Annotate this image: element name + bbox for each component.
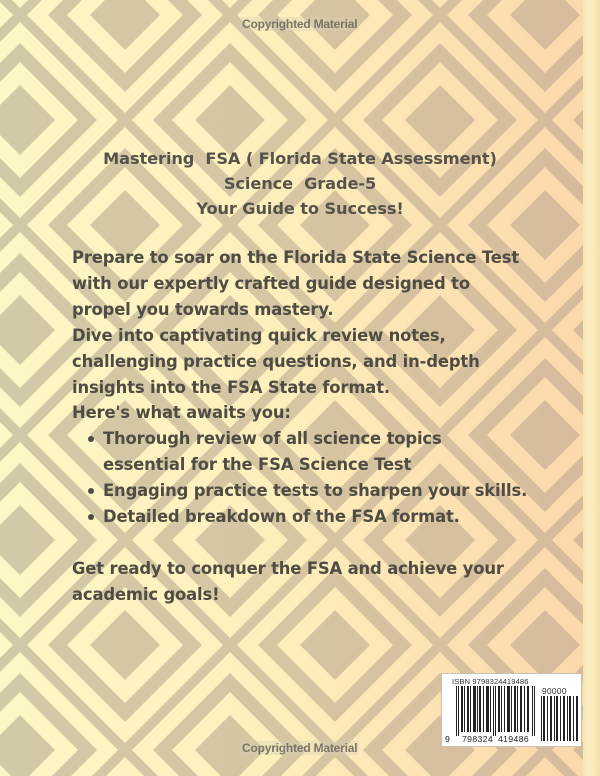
intro-line: propel you towards mastery. <box>72 299 334 319</box>
feature-list-item <box>72 478 572 504</box>
price-code: 90000 <box>542 686 567 696</box>
barcode-bars-icon <box>456 686 536 736</box>
feature-list-item <box>72 426 572 478</box>
intro-line: Dive into captivating quick review notes, <box>72 325 446 345</box>
bullet-icon <box>88 488 94 494</box>
feature-text: essential for the FSA Science Test <box>103 455 412 475</box>
feature-text: Thorough review of all science topics <box>103 429 442 449</box>
paragraph-spacer <box>72 530 572 556</box>
book-title <box>0 146 600 221</box>
barcode-digit-first: 9 <box>445 734 451 744</box>
copyright-watermark-bottom: Copyrighted Material <box>242 741 358 755</box>
feature-list <box>72 426 572 530</box>
book-description <box>72 245 572 608</box>
title-line-2: Science Grade-5 <box>223 174 377 193</box>
title-line-3: Your Guide to Success! <box>196 199 404 218</box>
feature-list-item <box>72 504 572 530</box>
title-line-1: Mastering FSA ( Florida State Assessment) <box>103 149 497 168</box>
barcode-digits-left: 798324 <box>462 734 494 744</box>
price-barcode-icon <box>541 696 579 741</box>
bullet-icon <box>88 436 94 442</box>
isbn-barcode <box>441 673 582 747</box>
feature-text: Engaging practice tests to sharpen your skills. <box>103 481 528 501</box>
intro-line: with our expertly crafted guide designed to <box>72 273 470 293</box>
intro-line: Here's what awaits you: <box>72 403 291 423</box>
closing-line: Get ready to conquer the FSA and achieve your <box>72 558 504 578</box>
barcode-digits-right: 419486 <box>498 734 530 744</box>
copyright-watermark-top: Copyrighted Material <box>242 17 358 31</box>
intro-line: challenging practice questions, and in-depth <box>72 351 480 371</box>
closing-line: academic goals! <box>72 584 220 604</box>
bullet-icon <box>88 514 94 520</box>
feature-text: Detailed breakdown of the FSA format. <box>103 507 460 527</box>
intro-line: insights into the FSA State format. <box>72 377 390 397</box>
spine-edge-strip <box>583 0 600 776</box>
intro-line: Prepare to soar on the Florida State Science Test <box>72 248 520 267</box>
isbn-label: ISBN 9798324419486 <box>452 677 529 686</box>
